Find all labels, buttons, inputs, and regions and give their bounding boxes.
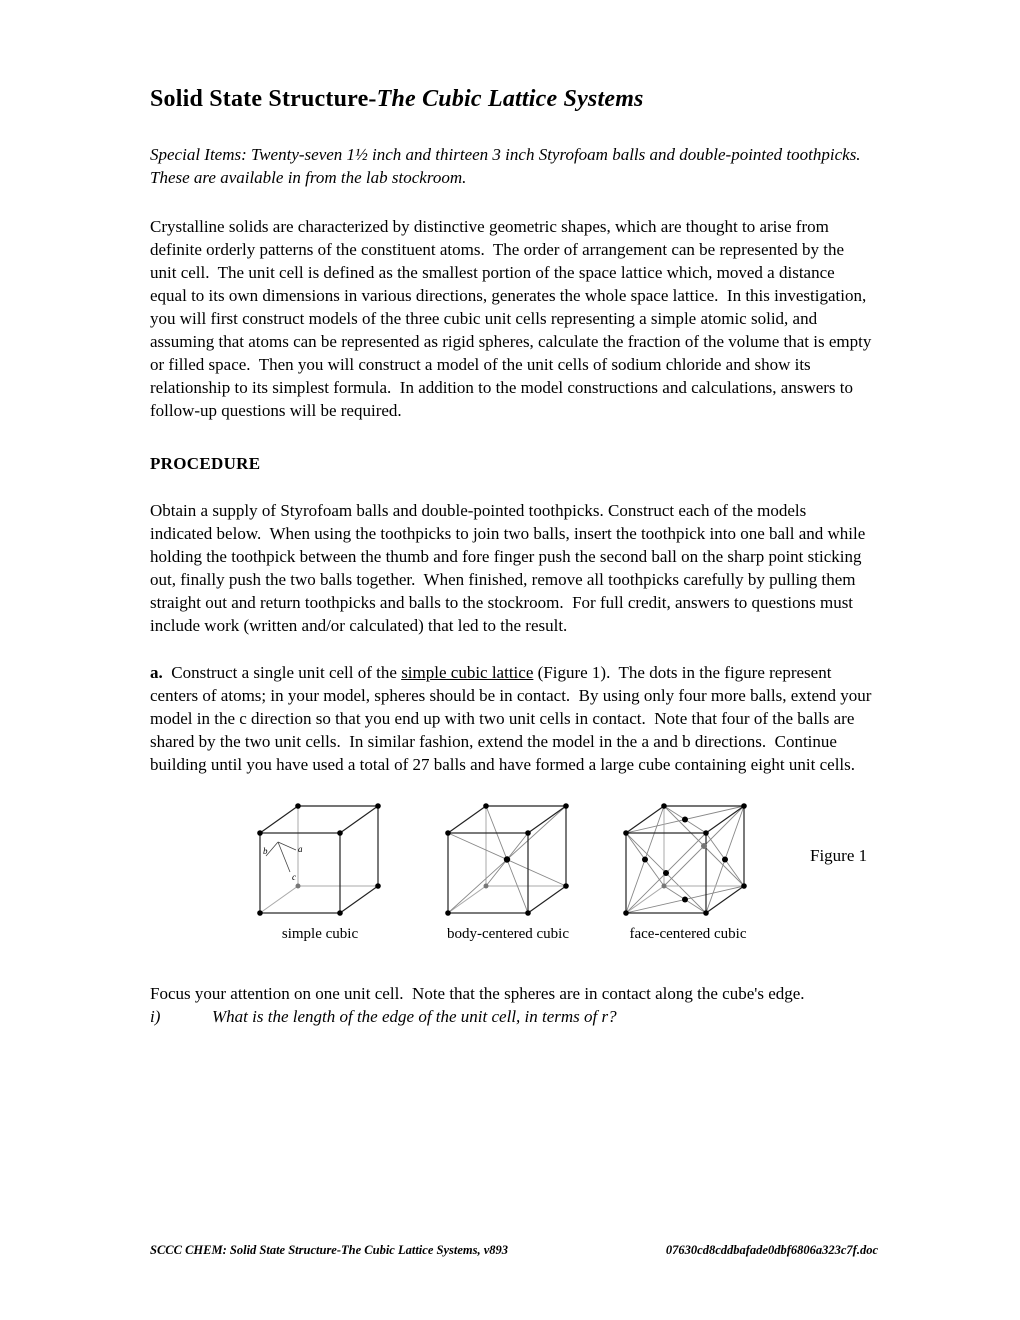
axis-a-label: a [298,844,303,854]
page-title [150,86,872,113]
body-center-atom [504,856,510,862]
caption-simple-cubic: simple cubic [281,926,359,942]
title-italic-part: The Cubic Lattice Systems [376,86,644,112]
special-items-paragraph: Special Items: Twenty-seven 1½ inch and thirteen 3 inch Styrofoam balls and double-pointed toothpicks. These are available in from the lab stockroom. [150,145,870,187]
question-i-text: What is the length of the edge of the unit cell, in terms of r? [212,1007,617,1026]
title-normal-part: Solid State Structure- [150,86,377,112]
figure-label: Figure 1 [810,846,868,865]
front-face-atom [663,870,669,876]
item-a-label: a. [150,663,163,682]
top-face-atom [682,817,688,823]
page-footer [150,1243,878,1258]
intro-paragraph: Crystalline solids are characterized by distinctive geometric shapes, which are thought to arise from definite orderly patterns of the constituent atoms. The order of arrangement can be represented by the unit cell. The unit cell is defined as the smallest portion of the space lattice which, moved a distance equal to its own dimensions in various directions, generates the whole space lattice. In this investigation, you will first construct models of the three cubic unit cells representing a simple atomic solid, and assuming that atoms can be represented as rigid spheres, calculate the fraction of the volume that is empty or filled space. Then you will construct a model of the unit cells of sodium chloride and show its relationship to its simplest formula. In addition to the model constructions and calculations, answers to follow-up questions will be required. [150,217,876,420]
focus-paragraph: Focus your attention on one unit cell. Note that the spheres are in contact along the cube's edge. [150,984,805,1003]
caption-face-centered-cubic: face-centered cubic [629,926,747,942]
body-centered-cubic-diagram [438,798,578,924]
item-a-text-after: (Figure 1). The dots in the figure represent centers of atoms; in your model, spheres should be in contact. By using only four more balls, extend your model in the c direction so that you end up with two unit cells in contact. Note that four of the balls are shared by the two unit cells. In similar fashion, extend the model in the a and b directions. Continue building until you have used a total of 27 balls and have formed a large cube containing eight unit cells. [150,663,876,774]
right-face-atom [722,857,728,863]
question-i-label: i) [150,1007,161,1026]
face-centered-cubic-diagram [616,798,756,924]
axis-labels [263,844,303,882]
footer-filename: 07630cd8cddbafade0dbf6806a323c7f.doc [665,1243,878,1257]
procedure-heading: PROCEDURE [150,454,261,473]
item-a-underlined-term: simple cubic lattice [401,663,534,682]
axis-b-label: b [263,846,268,856]
atoms [623,803,747,916]
footer-document-title: SCCC CHEM: Solid State Structure-The Cubic Lattice Systems, v893 [150,1243,509,1257]
caption-body-centered-cubic: body-centered cubic [446,926,570,942]
simple-cubic-diagram [250,798,390,924]
corner-atoms [257,803,381,916]
axis-c-label: c [292,872,296,882]
left-face-atom [642,857,648,863]
procedure-paragraph: Obtain a supply of Styrofoam balls and double-pointed toothpicks. Construct each of the models indicated below. When using the toothpicks to join two balls, insert the toothpick into one ball and while holding the toothpick between the thumb and fore finger push the second ball on the sharp point sticking out, finally push the two balls together. When finished, remove all toothpicks carefully by pulling them straight out and return toothpicks and balls to the stockroom. For full credit, answers to questions must include work (written and/or calculated) that led to the result. [150,501,870,635]
back-face-atom [701,843,707,849]
bottom-face-atom [682,897,688,903]
question-i-line [150,1005,872,1028]
item-a-text-before: Construct a single unit cell of the [162,663,402,682]
figure-1-block [150,798,872,956]
item-a-paragraph [150,661,876,776]
